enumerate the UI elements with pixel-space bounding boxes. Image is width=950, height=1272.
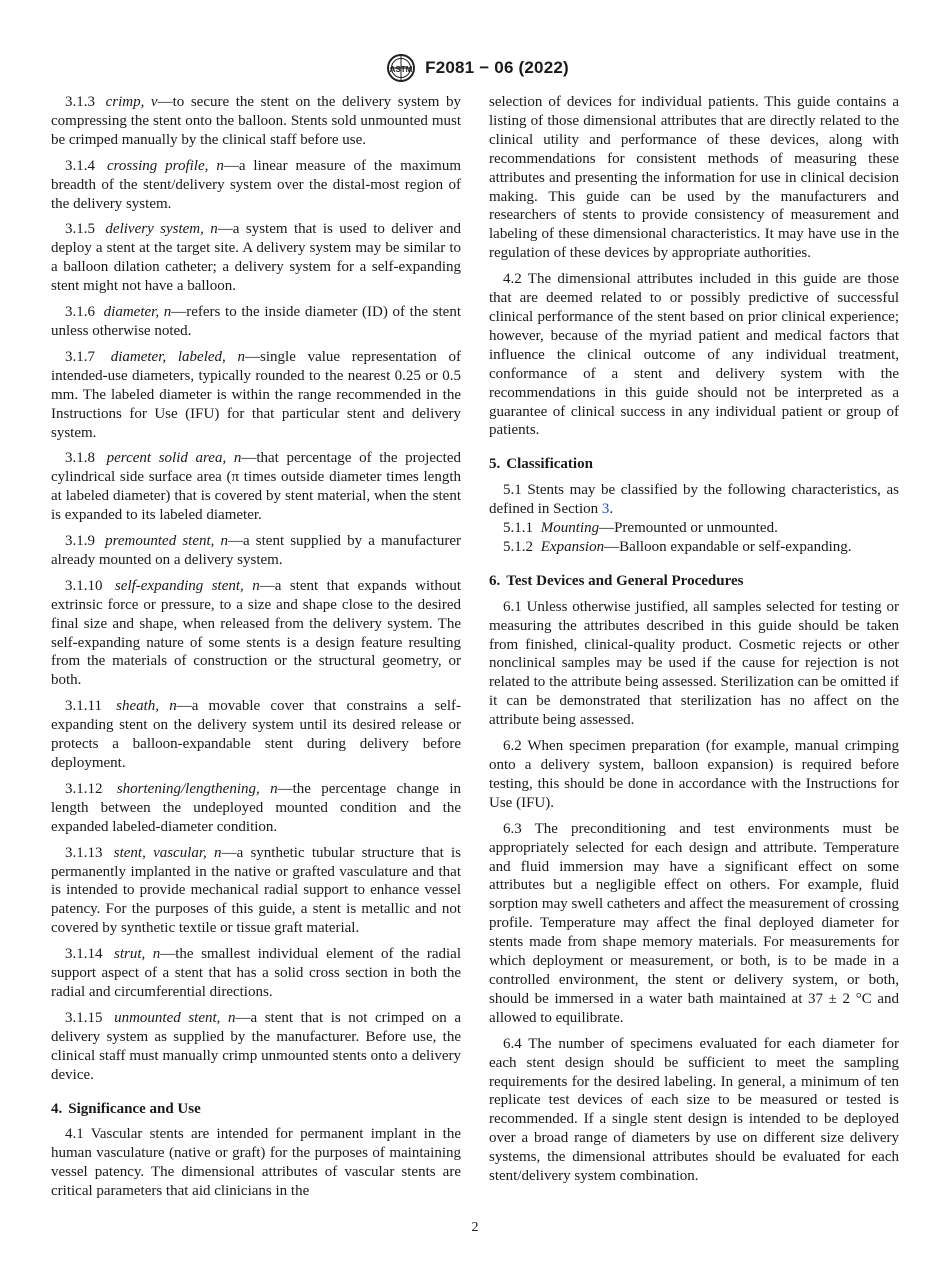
definition-3-1-14: 3.1.14 strut, n—the smallest individual element of the radial support aspect of a stent that has a solid cross section in both the radial and circumferential directions.	[51, 946, 461, 1000]
definition-3-1-6: 3.1.6 diameter, n—refers to the inside diameter (ID) of the stent unless otherwise noted.	[51, 304, 461, 339]
definition-3-1-9: 3.1.9 premounted stent, n—a stent supplied by a manufacturer already mounted on a delivery system.	[51, 533, 461, 568]
paragraph-6-2: 6.2 When specimen preparation (for example, manual crimping onto a delivery system, balloon expansion) is required before testing, this should be done in accordance with the Instructions for Use (IFU).	[489, 738, 899, 811]
page-header	[0, 52, 950, 84]
paragraph-4-1-continued: selection of devices for individual patients. This guide contains a listing of those dimensional attributes that are directly related to the clinical utility and performance of these devices, along with recommendations for consistent methods of measuring these attributes and presenting the information for use in clinical decision making. This guide can be used by the manufacturers and researchers of stents to provide consistency of measurement and labeling of these dimensional characteristics. It may have use in the regulation of these devices by appropriate authorities.	[489, 94, 899, 262]
paragraph-5-1: 5.1 Stents may be classified by the following characteristics, as defined in Section 3.	[489, 482, 899, 518]
definition-3-1-4: 3.1.4 crossing profile, n—a linear measure of the maximum breadth of the stent/delivery system over the distal-most region of the delivery system.	[51, 157, 461, 212]
paragraph-5-1-1: 5.1.1 Mounting—Premounted or unmounted.	[503, 520, 778, 537]
definition-3-1-13: 3.1.13 stent, vascular, n—a synthetic tubular structure that is permanently implanted in the native or grafted vasculature and that is intended to provide mechanical radial support to enhance vessel patency. For the purposes of this guide, a stent is metallic and not covered by synthetic textile or tissue graft material.	[51, 844, 462, 937]
definition-3-1-8: 3.1.8 percent solid area, n—that percentage of the projected cylindrical side surface area (π times outside diameter times length at labeled diameter) that is covered by stent material, when the stent is expanded to its labeled diameter.	[51, 450, 461, 524]
paragraph-4-2: 4.2 The dimensional attributes included in this guide are those that are deemed related to or possibly predictive of successful clinical performance of the stent based on prior clinical experience; however, because of the myriad patient and medical factors that influence the clinical outcome of any individual treatment, conformance of a stent and delivery system with the recommendations in this guide should not be interpreted as a guarantee of clinical success in any individual patient or group of patients.	[489, 271, 899, 439]
definition-3-1-11: 3.1.11 sheath, n—a movable cover that constrains a self-expanding stent on the delivery system until its desired release or protects a balloon-expandable stent during delivery before deployment.	[51, 698, 461, 771]
left-column	[51, 93, 461, 1201]
standard-designation: F2081 − 06 (2022)	[425, 58, 569, 77]
definition-3-1-3: 3.1.3 crimp, v—to secure the stent on the delivery system by compressing the stent onto the balloon. Stents sold unmounted must be crimped manually by the clinical staff before use.	[51, 94, 461, 148]
definition-3-1-7: 3.1.7 diameter, labeled, n—single value representation of intended-use diameters, typically rounded to the nearest 0.25 or 0.5 mm. The labeled diameter is within the range recommended in the Instructions for Use (IFU) for that particular stent and delivery system.	[51, 348, 461, 441]
definition-3-1-10: 3.1.10 self-expanding stent, n—a stent that expands without extrinsic force or pressure, to a size and shape close to the desired final size and shape, when released from the delivery system. The self-expanding nature of some stents is a design feature resulting from the materials of construction or the structural geometry, or both.	[51, 577, 462, 689]
section-6-heading: 6. Test Devices and General Procedures	[489, 572, 744, 589]
paragraph-6-1: 6.1 Unless otherwise justified, all samples selected for testing or measuring the attributes described in this guide should be taken from finished, clinical-quality product. Cosmetic rejects or other nonclinical samples may be used if the cause for rejection is not related to the attribute being assessed. Sterilization can be omitted if it can be demonstrated that sterilization has no affect on the attribute being assessed.	[489, 598, 899, 729]
page-number: 2	[471, 1220, 479, 1235]
section-4-heading: 4. Significance and Use	[51, 1100, 201, 1117]
paragraph-6-3: 6.3 The preconditioning and test environments must be appropriately selected for each design and attribute. Temperature and fluid immersion may have a significant effect on some attributes but a negligible effect on others. For example, fluid sorption may swell catheters and affect the measurement of crossing profile. Temperature may affect the final deployed diameter for stents made from shape memory materials. For measurements for which deployment or measurement, or both, is to be made in a controlled environment, the stent or delivery system, or both, should be immersed in a water bath maintained at 37 ± 2 °C and allowed to equilibrate.	[489, 820, 900, 1026]
definition-3-1-12: 3.1.12 shortening/lengthening, n—the percentage change in length between the undeployed mounted condition and the expanded labeled-diameter condition.	[51, 780, 462, 835]
paragraph-6-4: 6.4 The number of specimens evaluated for each diameter for each stent design should be sufficient to meet the sampling requirements for the desired labeling. In general, a minimum of ten replicate test devices of each size to be measured or tested is recommended. If a single stent design is intended to be deployed over a broad range of diameters by use on different size delivery systems, the dimensional attributes should be evaluated for each stent/delivery system combination.	[489, 1035, 899, 1185]
definition-3-1-5: 3.1.5 delivery system, n—a system that is used to deliver and deploy a stent at the target site. A delivery system may be similar to a balloon dilation catheter; a delivery system for a self-expanding stent might not have a balloon.	[51, 221, 461, 295]
astm-logo-icon	[381, 52, 421, 84]
section-3-link[interactable]: 3	[601, 501, 610, 518]
paragraph-4-1: 4.1 Vascular stents are intended for permanent implant in the human vasculature (native or graft) for the purposes of maintaining vessel patency. The dimensional attributes of vascular stents are critical parameters that aid clinicians in the	[51, 1126, 461, 1200]
right-column	[489, 93, 899, 1186]
paragraph-5-1-2: 5.1.2 Expansion—Balloon expandable or self-expanding.	[503, 538, 852, 555]
definition-3-1-15: 3.1.15 unmounted stent, n—a stent that is not crimped on a delivery system as supplied by the manufacturer. Before use, the clinical staff must manually crimp unmounted stents onto a delivery device.	[51, 1009, 461, 1083]
section-5-heading: 5. Classification	[489, 456, 593, 473]
svg-text:ASTM: ASTM	[389, 65, 413, 74]
